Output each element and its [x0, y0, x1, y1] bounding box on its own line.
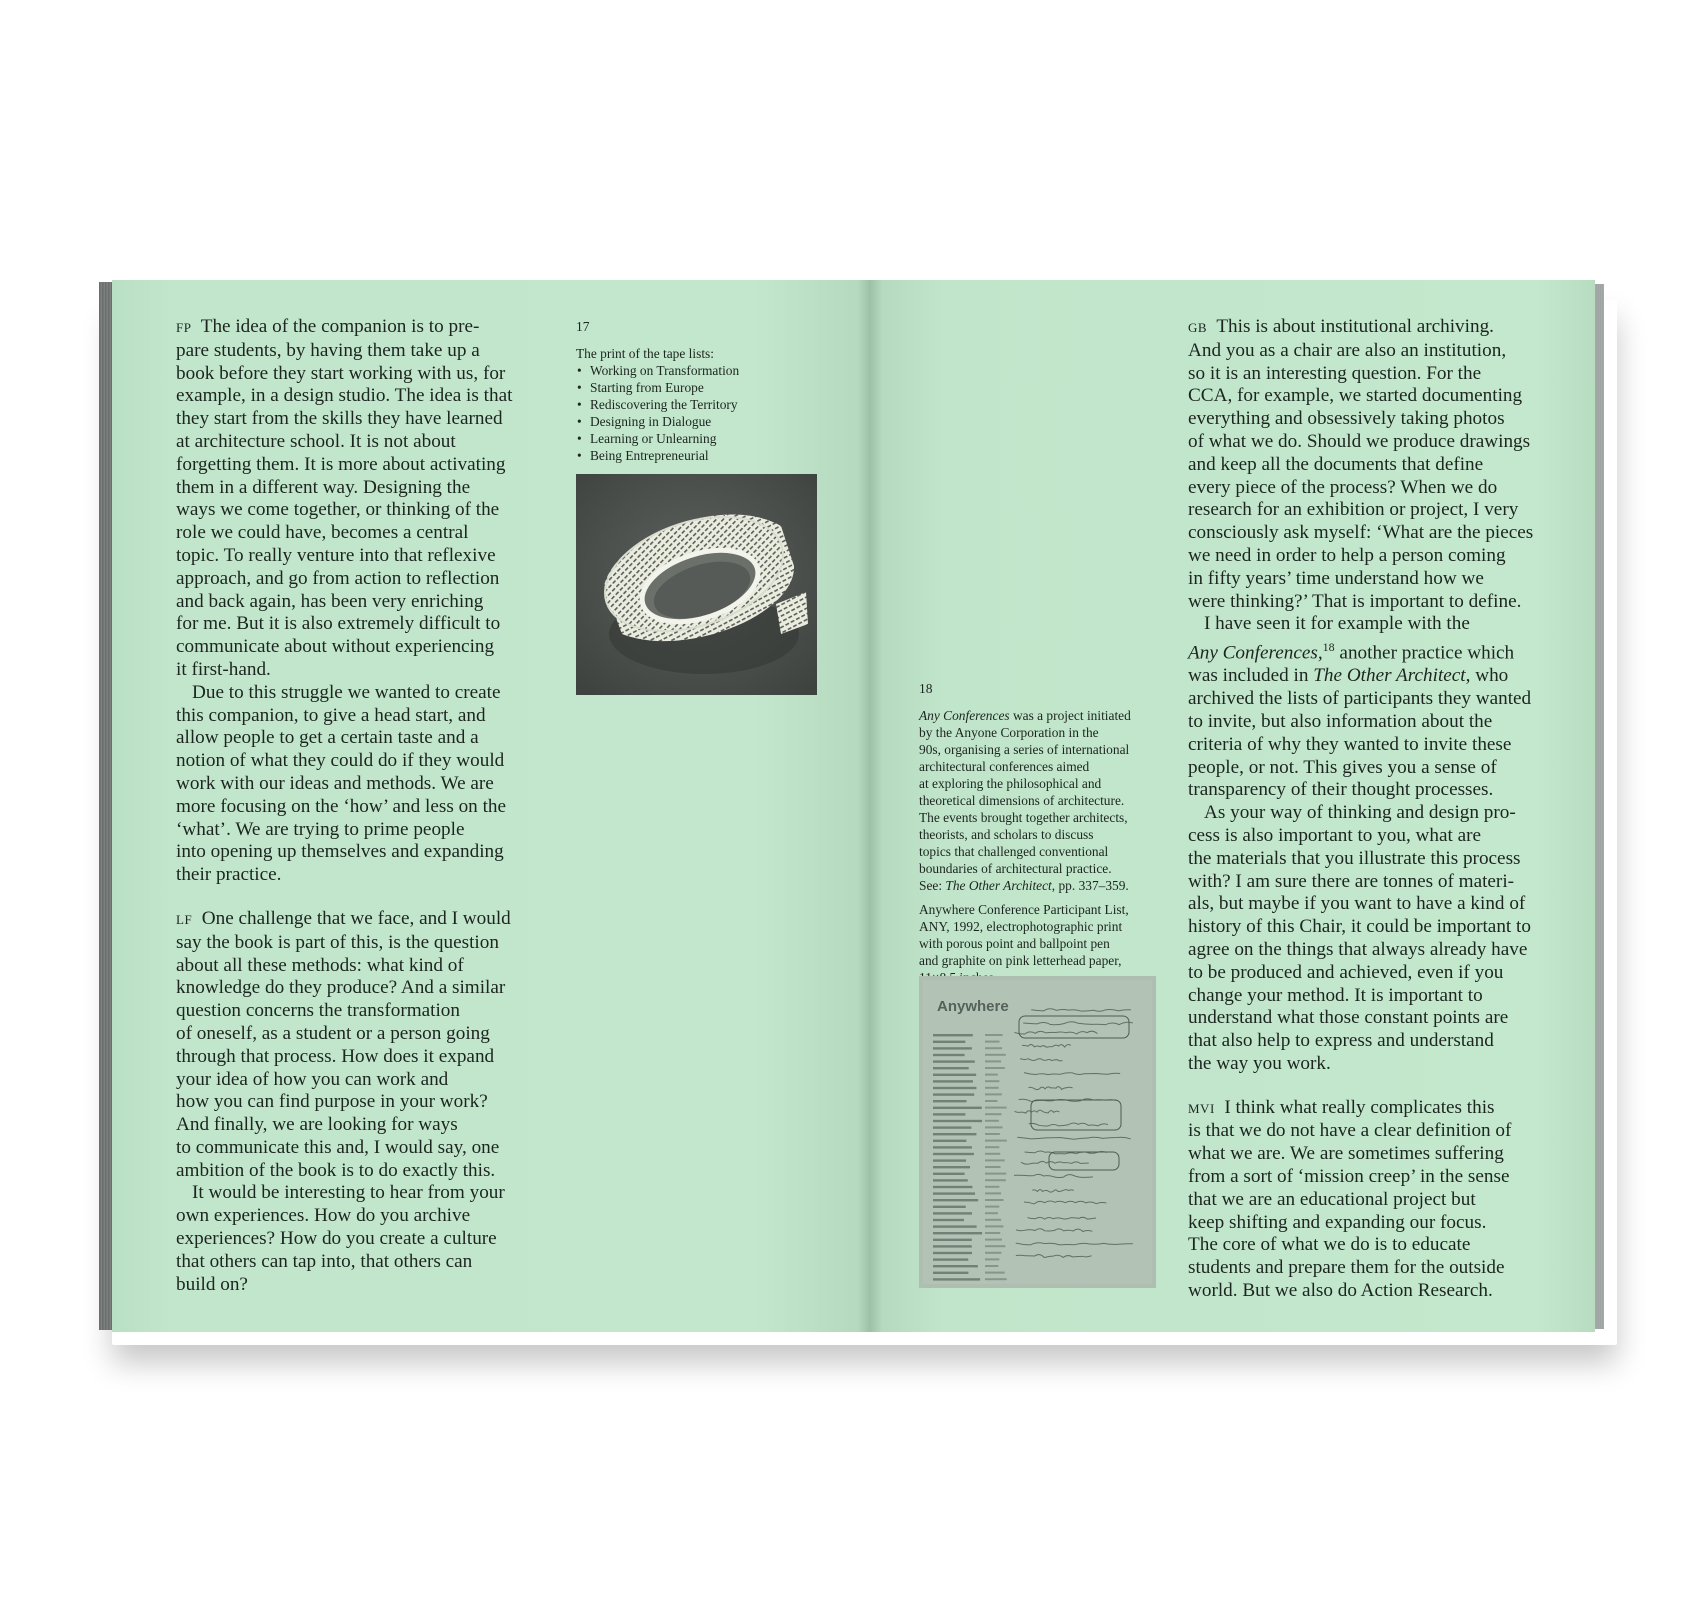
- text-span: cess is also important to you, what are: [1188, 824, 1482, 846]
- text-span: boundaries of architectural practice.: [919, 861, 1112, 876]
- text-span: consciously ask myself: ‘What are the pieces: [1188, 522, 1534, 544]
- text-line: [176, 659, 512, 682]
- book-gutter: [858, 280, 882, 1332]
- text-span: the materials that you illustrate this process: [1188, 847, 1521, 869]
- text-line: [176, 1205, 512, 1228]
- text-span: It would be interesting to hear from your: [192, 1182, 505, 1204]
- text-span: theoretical dimensions of architecture.: [919, 793, 1125, 808]
- text-line: [1188, 477, 1533, 500]
- text-span: your idea of how you can work and: [176, 1068, 449, 1090]
- text-span: example, in a design studio. The idea is that: [176, 385, 513, 407]
- text-span: I have seen it for example with the: [1204, 613, 1470, 635]
- text-line: [176, 908, 512, 932]
- text-span: every piece of the process? When we do: [1188, 476, 1498, 498]
- text-span: about all these methods: what kind of: [176, 954, 464, 976]
- text-span: by the Anyone Corporation in the: [919, 725, 1099, 740]
- text-line: [1188, 522, 1533, 545]
- text-line: [1188, 802, 1533, 825]
- text-span: The idea of the companion is to pre-: [200, 316, 480, 337]
- text-span: how you can find purpose in your work?: [176, 1091, 488, 1113]
- text-span: allow people to get a certain taste and a: [176, 727, 479, 749]
- text-span: role we could have, becomes a central: [176, 522, 469, 544]
- text-span: ways we come together, or thinking of the: [176, 499, 500, 521]
- text-span: the way you work.: [1188, 1052, 1331, 1074]
- text-span: more focusing on the ‘how’ and less on the: [176, 795, 507, 817]
- text-span: transparency of their thought processes.: [1188, 779, 1494, 801]
- text-line: [176, 568, 512, 591]
- footnote-number: 18: [919, 681, 933, 696]
- text-span: CCA, for example, we started documenting: [1188, 385, 1523, 407]
- text-span: were thinking?’ That is important to define.: [1188, 590, 1522, 612]
- text-span: archived the lists of participants they wanted: [1188, 688, 1532, 710]
- text-line: [1188, 1143, 1533, 1166]
- text-span: that others can tap into, that others can: [176, 1250, 473, 1272]
- text-line: [1188, 1007, 1533, 1030]
- text-span: Due to this struggle we wanted to create: [192, 681, 501, 703]
- footnote-line: [919, 826, 1131, 843]
- text-line: [176, 385, 512, 408]
- text-span: build on?: [176, 1273, 248, 1295]
- text-span: question concerns the transformation: [176, 1000, 460, 1022]
- text-line: [176, 477, 512, 500]
- text-span: it first-hand.: [176, 658, 271, 680]
- caption-line: with porous point and ballpoint pen: [919, 936, 1110, 951]
- text-line: [1188, 848, 1533, 871]
- text-line: [1188, 962, 1533, 985]
- text-line: [176, 636, 512, 659]
- text-span: that we are an educational project but: [1188, 1188, 1476, 1210]
- text-line: [1188, 591, 1533, 614]
- paragraph-gap: [1188, 1076, 1533, 1097]
- text-span: ambition of the book is to do exactly this.: [176, 1159, 496, 1181]
- text-span: at architecture school. It is not about: [176, 430, 456, 452]
- tape-list-item: • Rediscovering the Territory: [576, 396, 739, 413]
- footnote-line: [919, 775, 1131, 792]
- text-span: what we are. We are sometimes suffering: [1188, 1143, 1504, 1165]
- text-line: [1188, 688, 1533, 711]
- caption-line: ANY, 1992, electrophotographic print: [919, 919, 1123, 934]
- text-line: [1188, 779, 1533, 802]
- text-span: so it is an interesting question. For the: [1188, 362, 1482, 384]
- text-line: [176, 340, 512, 363]
- text-span: criteria of why they wanted to invite these: [1188, 733, 1512, 755]
- text-span: understand what those constant points are: [1188, 1007, 1509, 1029]
- footnote-line: [919, 877, 1131, 894]
- text-line: [176, 1046, 512, 1069]
- text-span: through that process. How does it expand: [176, 1045, 495, 1067]
- text-line: [176, 819, 512, 842]
- text-span: they start from the skills they have learned: [176, 408, 503, 430]
- text-span: this companion, to give a head start, and: [176, 704, 486, 726]
- page-edges-left: [99, 282, 113, 1330]
- footnote-line: [919, 860, 1131, 877]
- text-span: experiences? How do you create a culture: [176, 1228, 497, 1250]
- speaker-initials: GB: [1188, 320, 1208, 335]
- left-main-text: [176, 316, 512, 1296]
- footnote-ref: 18: [1322, 640, 1335, 655]
- text-span: was a project initiated: [1009, 708, 1131, 723]
- text-span: 90s, organising a series of international: [919, 742, 1130, 757]
- text-line: [176, 1114, 512, 1137]
- text-span: in fifty years’ time understand how we: [1188, 567, 1484, 589]
- text-span: is that we do not have a clear definition of: [1188, 1120, 1512, 1142]
- text-line: [1188, 871, 1533, 894]
- text-span: another practice which: [1334, 642, 1515, 664]
- text-line: [176, 1182, 512, 1205]
- tape-list-item: • Designing in Dialogue: [576, 413, 739, 430]
- text-line: [176, 727, 512, 750]
- text-line: [1188, 825, 1533, 848]
- text-line: [176, 591, 512, 614]
- text-span: for me. But it is also extremely difficult to: [176, 613, 501, 635]
- footnote-line: [919, 758, 1131, 775]
- text-line: [176, 522, 512, 545]
- tape-list-item: • Working on Transformation: [576, 362, 739, 379]
- anywhere-logo: Anywhere: [937, 998, 1009, 1015]
- text-span: work with our ideas and methods. We are: [176, 772, 494, 794]
- text-line: [176, 499, 512, 522]
- tape-list: [576, 362, 739, 464]
- text-line: [1188, 1280, 1533, 1303]
- footnote-18-body: [919, 707, 1131, 894]
- text-line: [1188, 499, 1533, 522]
- text-span: ‘what’. We are trying to prime people: [176, 818, 465, 840]
- text-span: One challenge that we face, and I would: [201, 907, 511, 929]
- text-span: forgetting them. It is more about activating: [176, 453, 506, 475]
- text-line: [1188, 734, 1533, 757]
- text-line: [1188, 431, 1533, 454]
- text-span: agree on the things that always already have: [1188, 938, 1528, 960]
- footnote-intro: The print of the tape lists:: [576, 346, 714, 361]
- footnote-number: 17: [576, 319, 590, 334]
- text-line: [1188, 1053, 1533, 1076]
- text-span: architectural conferences aimed: [919, 759, 1090, 774]
- text-span: notion of what they could do if they would: [176, 750, 505, 772]
- text-line: [1188, 454, 1533, 477]
- footnote-line: [919, 809, 1131, 826]
- text-line: [176, 613, 512, 636]
- text-span: change your method. It is important to: [1188, 984, 1483, 1006]
- text-line: [176, 1023, 512, 1046]
- text-line: [1188, 545, 1533, 568]
- right-main-text: [1188, 316, 1533, 1303]
- text-span: The events brought together architects,: [919, 810, 1128, 825]
- italic-title: The Other Architect: [945, 878, 1052, 893]
- text-span: knowledge do they produce? And a similar: [176, 977, 506, 999]
- text-line: [176, 316, 512, 340]
- text-line: [1188, 316, 1533, 340]
- participant-list-sheet: [919, 976, 1156, 1288]
- text-line: [1188, 985, 1533, 1008]
- text-line: [176, 750, 512, 773]
- text-line: [176, 796, 512, 819]
- text-span: approach, and go from action to reflection: [176, 567, 500, 589]
- text-line: [176, 1000, 512, 1023]
- text-line: [176, 977, 512, 1000]
- text-line: [176, 431, 512, 454]
- text-line: [1188, 939, 1533, 962]
- text-line: [1188, 363, 1533, 386]
- speaker-initials: FP: [176, 320, 192, 335]
- text-span: topics that challenged conventional: [919, 844, 1109, 859]
- text-span: , who: [1465, 665, 1509, 687]
- text-line: [176, 1091, 512, 1114]
- text-line: [1188, 893, 1533, 916]
- text-line: [1188, 1189, 1533, 1212]
- text-span: See:: [919, 878, 946, 893]
- italic-title: Any Conferences,: [1188, 642, 1323, 664]
- text-span: communicate about without experiencing: [176, 636, 495, 658]
- text-span: with? I am sure there are tonnes of materi-: [1188, 870, 1515, 892]
- image-caption: [919, 901, 1131, 986]
- text-line: [1188, 757, 1533, 780]
- text-span: The core of what we do is to educate: [1188, 1234, 1471, 1256]
- tape-list-item: • Learning or Unlearning: [576, 430, 739, 447]
- text-span: from a sort of ‘mission creep’ in the sense: [1188, 1166, 1510, 1188]
- text-span: And you as a chair are also an institution,: [1188, 339, 1507, 361]
- text-line: [176, 545, 512, 568]
- footnote-line: [919, 741, 1131, 758]
- text-line: [1188, 408, 1533, 431]
- text-line: [176, 682, 512, 705]
- text-line: [1188, 636, 1533, 665]
- footnote-17: [576, 318, 739, 464]
- footnote-18: [919, 680, 1131, 986]
- text-span: theorists, and scholars to discuss: [919, 827, 1094, 842]
- tape-list-item: • Being Entrepreneurial: [576, 447, 739, 464]
- text-span: into opening up themselves and expanding: [176, 841, 504, 863]
- text-span: was included in: [1188, 665, 1314, 687]
- tape-list-item: • Starting from Europe: [576, 379, 739, 396]
- text-span: world. But we also do Action Research.: [1188, 1280, 1493, 1302]
- footnote-line: [919, 707, 1131, 724]
- text-span: them in a different way. Designing the: [176, 476, 471, 498]
- text-span: and back again, has been very enriching: [176, 590, 484, 612]
- text-line: [1188, 568, 1533, 591]
- text-span: book before they start working with us, for: [176, 362, 506, 384]
- italic-title: Any Conferences: [919, 708, 1010, 723]
- text-line: [1188, 1234, 1533, 1257]
- text-line: [1188, 613, 1533, 636]
- text-span: This is about institutional archiving.: [1216, 316, 1494, 337]
- footnote-line: [919, 792, 1131, 809]
- caption-line: and graphite on pink letterhead paper,: [919, 953, 1122, 968]
- footnote-line: [919, 724, 1131, 741]
- text-line: [1188, 385, 1533, 408]
- italic-title: The Other Architect: [1313, 665, 1466, 687]
- speaker-initials: LF: [176, 911, 193, 927]
- text-span: everything and obsessively taking photos: [1188, 408, 1505, 430]
- text-span: As your way of thinking and design pro-: [1204, 802, 1516, 824]
- text-span: history of this Chair, it could be important to: [1188, 916, 1531, 938]
- text-span: research for an exhibition or project, I very: [1188, 499, 1519, 521]
- text-line: [176, 864, 512, 887]
- text-span: students and prepare them for the outside: [1188, 1257, 1505, 1279]
- text-line: [176, 454, 512, 477]
- text-span: pare students, by having them take up a: [176, 339, 480, 361]
- text-span: own experiences. How do you archive: [176, 1205, 471, 1227]
- text-line: [1188, 1120, 1533, 1143]
- text-line: [1188, 1030, 1533, 1053]
- text-line: [176, 1274, 512, 1297]
- text-line: [1188, 1097, 1533, 1121]
- text-line: [176, 705, 512, 728]
- footnote-line: [919, 843, 1131, 860]
- text-line: [176, 841, 512, 864]
- text-span: of oneself, as a student or a person going: [176, 1022, 490, 1044]
- text-line: [1188, 340, 1533, 363]
- text-line: [176, 363, 512, 386]
- text-span: and keep all the documents that define: [1188, 453, 1484, 475]
- text-span: we need in order to help a person coming: [1188, 544, 1506, 566]
- text-span: topic. To really venture into that reflexive: [176, 544, 496, 566]
- tape-roll-illustration: [576, 474, 817, 695]
- text-span: , pp. 337–359.: [1051, 878, 1129, 893]
- text-line: [176, 1228, 512, 1251]
- text-line: [176, 408, 512, 431]
- text-line: [1188, 916, 1533, 939]
- text-span: people, or not. This gives you a sense of: [1188, 756, 1497, 778]
- text-span: I think what really complicates this: [1224, 1096, 1495, 1118]
- text-span: say the book is part of this, is the question: [176, 931, 499, 953]
- tape-roll-photo: [576, 474, 817, 695]
- text-line: [176, 1251, 512, 1274]
- text-line: [176, 932, 512, 955]
- text-line: [176, 955, 512, 978]
- text-span: to be produced and achieved, even if you: [1188, 961, 1504, 983]
- text-line: [176, 1069, 512, 1092]
- text-line: [1188, 1166, 1533, 1189]
- participant-list-image: [919, 976, 1156, 1288]
- text-span: to communicate this and, I would say, one: [176, 1136, 500, 1158]
- text-span: to invite, but also information about the: [1188, 710, 1493, 732]
- text-line: [1188, 1257, 1533, 1280]
- text-line: [1188, 711, 1533, 734]
- text-span: at exploring the philosophical and: [919, 776, 1102, 791]
- paragraph-gap: [176, 887, 512, 908]
- text-line: [176, 1137, 512, 1160]
- text-span: their practice.: [176, 864, 282, 886]
- text-line: [1188, 1212, 1533, 1235]
- text-span: keep shifting and expanding our focus.: [1188, 1211, 1487, 1233]
- text-line: [176, 773, 512, 796]
- text-span: And finally, we are looking for ways: [176, 1114, 458, 1136]
- text-span: als, but maybe if you want to have a kind of: [1188, 893, 1526, 915]
- caption-line: Anywhere Conference Participant List,: [919, 902, 1129, 917]
- speaker-initials: MVI: [1188, 1100, 1215, 1116]
- text-span: that also help to express and understand: [1188, 1030, 1494, 1052]
- text-span: of what we do. Should we produce drawings: [1188, 430, 1531, 452]
- text-line: [176, 1160, 512, 1183]
- text-line: [1188, 665, 1533, 688]
